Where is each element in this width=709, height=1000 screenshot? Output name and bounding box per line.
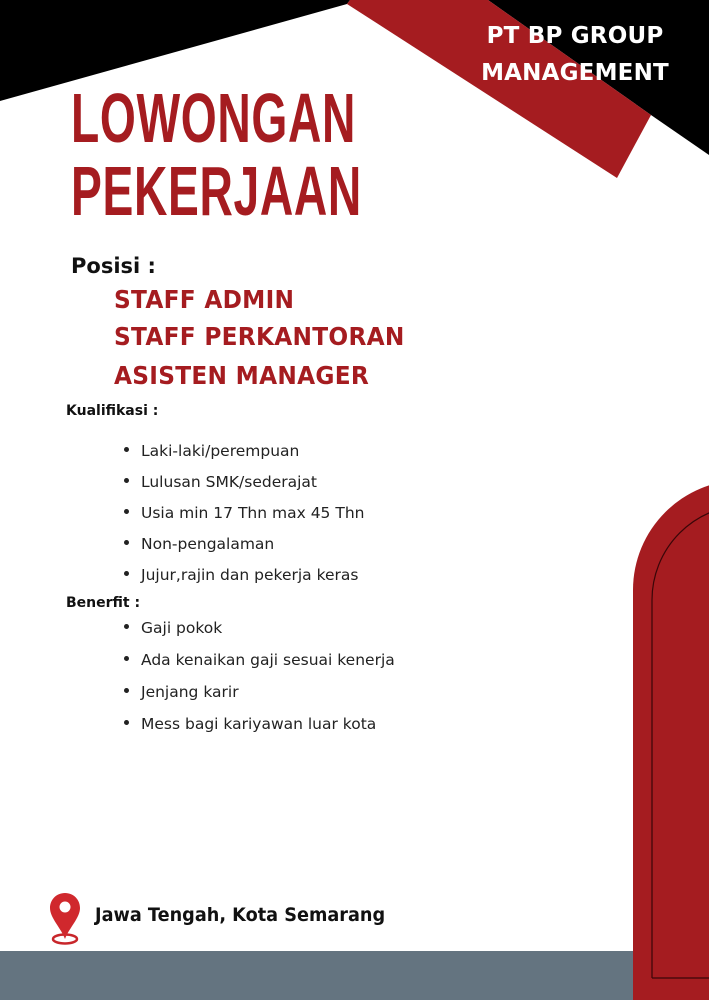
qualification-item: Jujur,rajin dan pekerja keras — [124, 566, 359, 584]
bullet-icon — [124, 688, 129, 693]
bullet-icon — [124, 720, 129, 725]
footer-bar — [0, 951, 633, 1000]
location-text: Jawa Tengah, Kota Semarang — [95, 904, 386, 926]
bullet-icon — [124, 447, 129, 452]
company-name — [460, 18, 690, 92]
bullet-icon — [124, 656, 129, 661]
bullet-icon — [124, 571, 129, 576]
benefit-item: Ada kenaikan gaji sesuai kenerja — [124, 651, 395, 669]
position-item: STAFF PERKANTORAN — [114, 322, 405, 351]
qualification-item: Laki-laki/perempuan — [124, 442, 299, 460]
company-line-1: PT BP GROUP — [486, 23, 664, 49]
qualification-item: Lulusan SMK/sederajat — [124, 473, 317, 491]
company-line-2: MANAGEMENT — [481, 60, 669, 86]
title-line-2: PEKERJAAN — [71, 152, 362, 230]
benefit-item: Mess bagi kariyawan luar kota — [124, 715, 376, 733]
bullet-icon — [124, 540, 129, 545]
bullet-icon — [124, 624, 129, 629]
title-line-1: LOWONGAN — [71, 79, 357, 157]
bullet-icon — [124, 478, 129, 483]
qualification-item: Non-pengalaman — [124, 535, 274, 553]
bullet-icon — [124, 509, 129, 514]
benefits-label: Benerfit : — [66, 595, 141, 611]
position-item: ASISTEN MANAGER — [114, 361, 370, 390]
map-pin-icon — [48, 892, 82, 946]
positions-label: Posisi : — [71, 254, 156, 278]
red-arch — [633, 480, 709, 1000]
position-item: STAFF ADMIN — [114, 285, 295, 314]
qualification-item: Usia min 17 Thn max 45 Thn — [124, 504, 364, 522]
benefit-item: Gaji pokok — [124, 619, 222, 637]
qualifications-label: Kualifikasi : — [66, 403, 159, 419]
benefit-item: Jenjang karir — [124, 683, 239, 701]
